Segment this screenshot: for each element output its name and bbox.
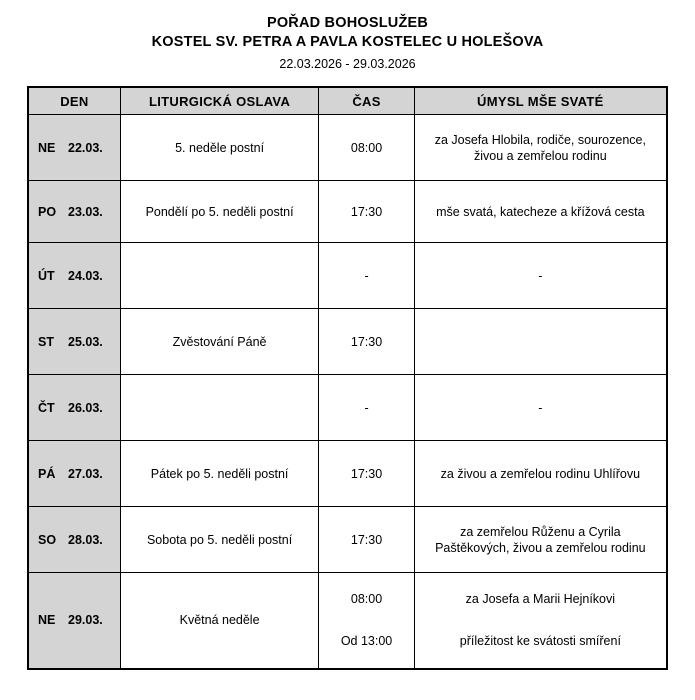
day-date: 25.03. (68, 334, 103, 349)
cell-den (28, 115, 120, 181)
day-of-week: ÚT (38, 268, 55, 283)
cell-den (28, 375, 120, 441)
day-date: 23.03. (68, 204, 103, 219)
table-row (28, 181, 667, 243)
cell-umysl: za zemřelou Růženu a Cyrila Paštěkových, živou a zemřelou rodinu (414, 507, 667, 573)
cell-umysl: - (414, 243, 667, 309)
day-date: 28.03. (68, 532, 103, 547)
cell-oslava: Pátek po 5. neděli postní (120, 441, 319, 507)
column-header-umysl: ÚMYSL MŠE SVATÉ (414, 87, 667, 115)
cell-den (28, 181, 120, 243)
cell-den (28, 573, 120, 669)
day-date: 27.03. (68, 466, 103, 481)
day-date: 22.03. (68, 140, 103, 155)
table-row (28, 441, 667, 507)
column-header-den: DEN (28, 87, 120, 115)
page-title: POŘAD BOHOSLUŽEB (266, 15, 429, 31)
table-body (28, 115, 667, 669)
cell-umysl (414, 573, 667, 669)
cell-umysl: za živou a zemřelou rodinu Uhlířovu (414, 441, 667, 507)
cell-umysl (414, 309, 667, 375)
cell-oslava: Zvěstování Páně (120, 309, 319, 375)
day-of-week: PO (38, 204, 57, 219)
day-date: 26.03. (68, 400, 103, 415)
day-of-week: SO (38, 532, 57, 547)
cell-umysl-primary: za Josefa a Marii Hejníkovi (465, 592, 616, 607)
table-header-row (28, 87, 667, 115)
day-of-week: NE (38, 613, 56, 628)
day-of-week: ST (38, 334, 54, 349)
column-header-oslava: LITURGICKÁ OSLAVA (120, 87, 319, 115)
cell-oslava: Květná neděle (120, 573, 319, 669)
cell-cas: - (319, 243, 414, 309)
cell-cas: 17:30 (319, 507, 414, 573)
date-range: 22.03.2026 - 29.03.2026 (279, 57, 416, 71)
cell-umysl: za Josefa Hlobila, rodiče, sourozence, živou a zemřelou rodinu (414, 115, 667, 181)
cell-cas-secondary: Od 13:00 (340, 634, 393, 649)
table-row (28, 115, 667, 181)
table-header (28, 87, 667, 115)
cell-cas: 17:30 (319, 181, 414, 243)
page-subtitle: KOSTEL SV. PETRA A PAVLA KOSTELEC U HOLEŠOVA (151, 34, 544, 50)
cell-cas-primary: 08:00 (350, 592, 383, 607)
cell-den (28, 507, 120, 573)
schedule-table (27, 86, 668, 670)
cell-den (28, 243, 120, 309)
cell-oslava: 5. neděle postní (120, 115, 319, 181)
cell-cas: 08:00 (319, 115, 414, 181)
cell-oslava (120, 243, 319, 309)
cell-den (28, 309, 120, 375)
table-row (28, 309, 667, 375)
cell-oslava (120, 375, 319, 441)
day-of-week: NE (38, 140, 56, 155)
cell-cas: 17:30 (319, 309, 414, 375)
cell-cas: 17:30 (319, 441, 414, 507)
cell-umysl-secondary: příležitost ke svátosti smíření (459, 634, 621, 649)
column-header-cas: ČAS (319, 87, 414, 115)
schedule-table-wrapper (27, 86, 668, 670)
cell-umysl: - (414, 375, 667, 441)
document-header (0, 0, 695, 74)
table-row (28, 375, 667, 441)
cell-umysl: mše svatá, katecheze a křížová cesta (414, 181, 667, 243)
cell-oslava: Sobota po 5. neděli postní (120, 507, 319, 573)
day-of-week: PÁ (38, 466, 56, 481)
cell-cas (319, 573, 414, 669)
table-row (28, 243, 667, 309)
table-row (28, 507, 667, 573)
cell-oslava: Pondělí po 5. neděli postní (120, 181, 319, 243)
day-of-week: ČT (38, 400, 55, 415)
day-date: 24.03. (68, 268, 103, 283)
table-row (28, 573, 667, 669)
cell-cas: - (319, 375, 414, 441)
cell-den (28, 441, 120, 507)
day-date: 29.03. (68, 613, 103, 628)
